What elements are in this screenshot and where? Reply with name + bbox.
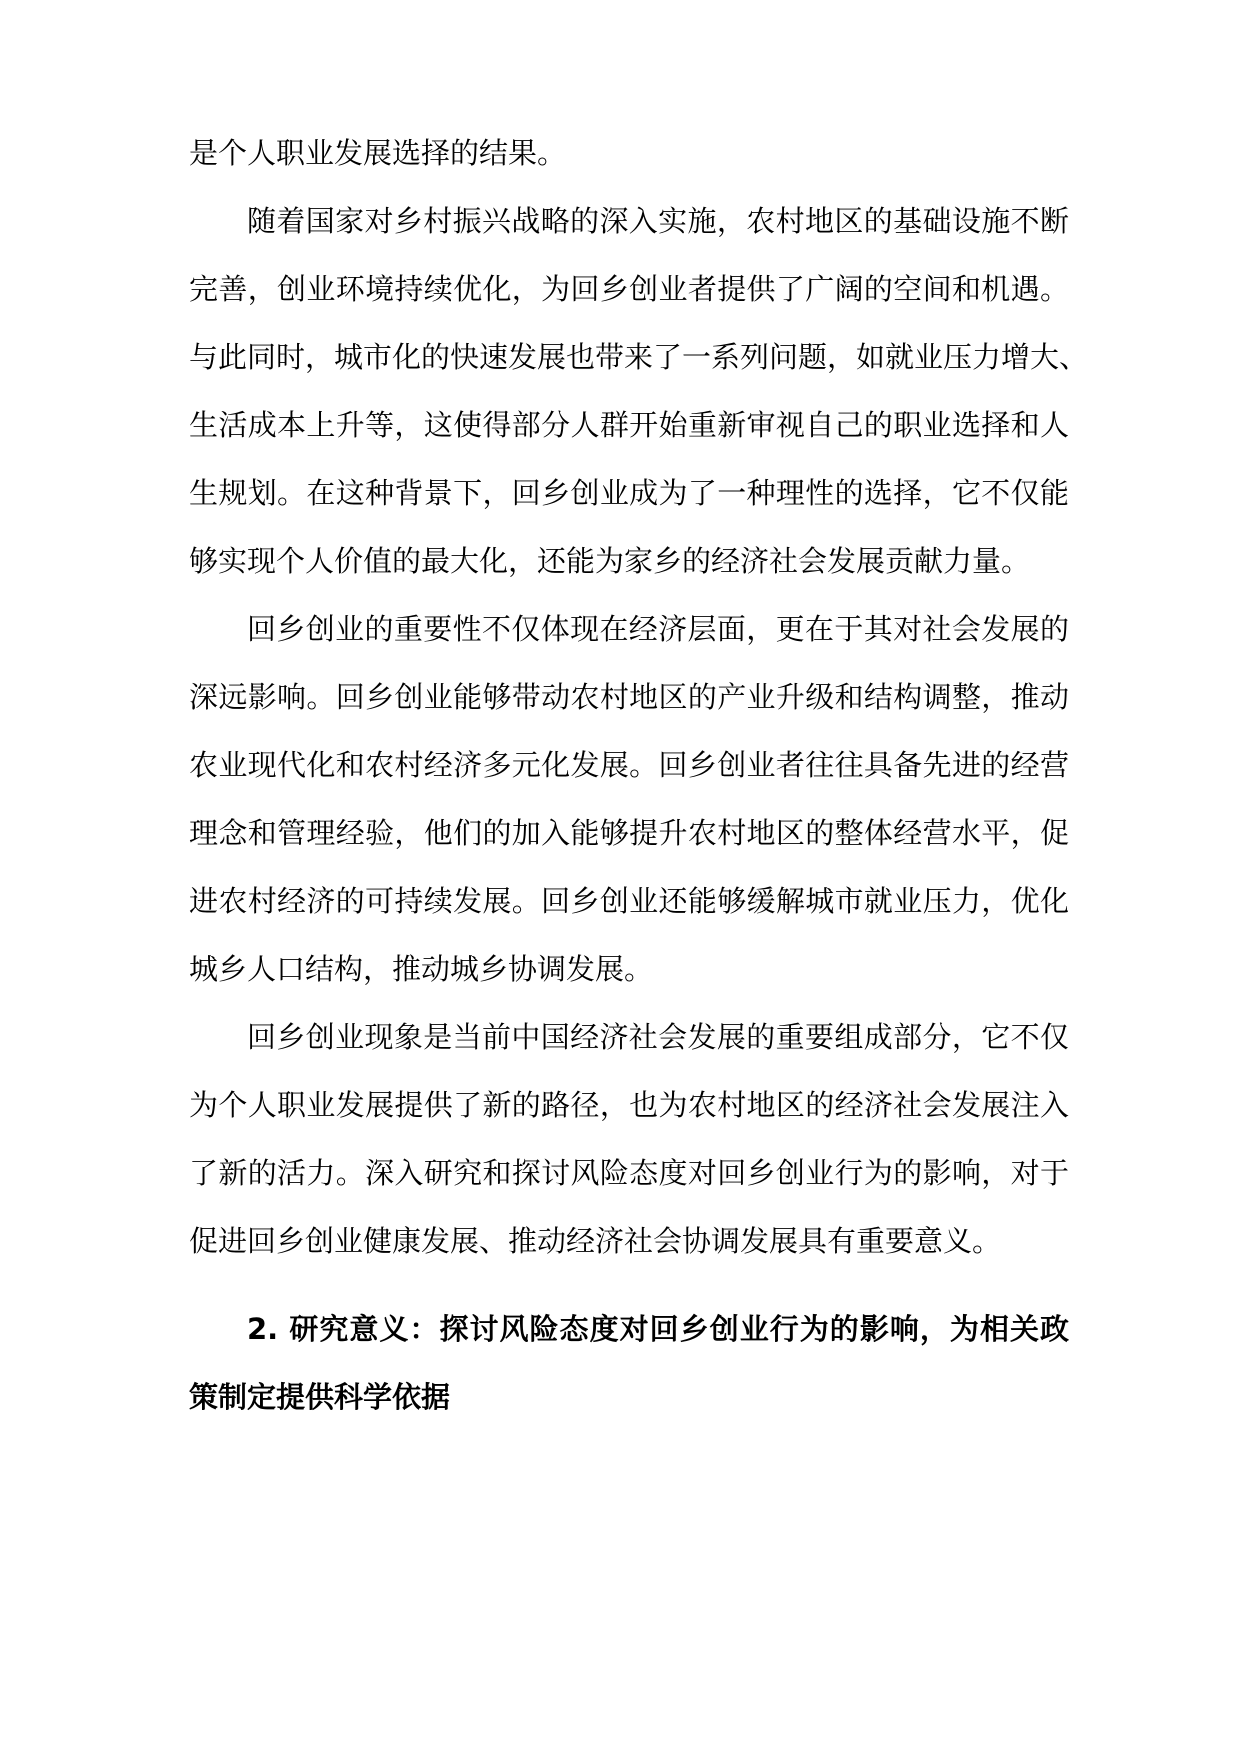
- paragraph-2-line-6: 城乡人口结构，推动城乡协调发展。: [189, 952, 654, 986]
- paragraph-1-line-5: 生规划。在这种背景下，回乡创业成为了一种理性的选择，它不仅能: [189, 476, 1069, 510]
- paragraph-3-line-4: 促进回乡创业健康发展、推动经济社会协调发展具有重要意义。: [189, 1224, 1002, 1258]
- paragraph-1-line-6: 够实现个人价值的最大化，还能为家乡的经济社会发展贡献力量。: [189, 544, 1031, 578]
- paragraph-1-line-2: 完善，创业环境持续优化，为回乡创业者提供了广阔的空间和机遇。: [189, 272, 1069, 306]
- paragraph-2-line-4: 理念和管理经验，他们的加入能够提升农村地区的整体经营水平，促: [189, 816, 1069, 850]
- paragraph-0-line-1: 是个人职业发展选择的结果。: [189, 136, 567, 170]
- paragraph-1-line-4: 生活成本上升等，这使得部分人群开始重新审视自己的职业选择和人: [189, 408, 1069, 442]
- paragraph-2-line-5: 进农村经济的可持续发展。回乡创业还能够缓解城市就业压力，优化: [189, 884, 1069, 918]
- paragraph-3-line-3: 了新的活力。深入研究和探讨风险态度对回乡创业行为的影响，对于: [189, 1156, 1069, 1190]
- paragraph-1-line-1: 随着国家对乡村振兴战略的深入实施，农村地区的基础设施不断: [247, 204, 1069, 238]
- section-heading-line-1: 2. 研究意义：探讨风险态度对回乡创业行为的影响，为相关政: [247, 1312, 1069, 1346]
- section-heading-line-2: 策制定提供科学依据: [189, 1380, 451, 1414]
- paragraph-2-line-3: 农业现代化和农村经济多元化发展。回乡创业者往往具备先进的经营: [189, 748, 1069, 782]
- paragraph-2-line-1: 回乡创业的重要性不仅体现在经济层面，更在于其对社会发展的: [247, 612, 1069, 646]
- paragraph-3-line-1: 回乡创业现象是当前中国经济社会发展的重要组成部分，它不仅: [247, 1020, 1069, 1054]
- paragraph-3-line-2: 为个人职业发展提供了新的路径，也为农村地区的经济社会发展注入: [189, 1088, 1069, 1122]
- paragraph-1-line-3: 与此同时，城市化的快速发展也带来了一系列问题，如就业压力增大、: [189, 340, 1089, 374]
- paragraph-2-line-2: 深远影响。回乡创业能够带动农村地区的产业升级和结构调整，推动: [189, 680, 1069, 714]
